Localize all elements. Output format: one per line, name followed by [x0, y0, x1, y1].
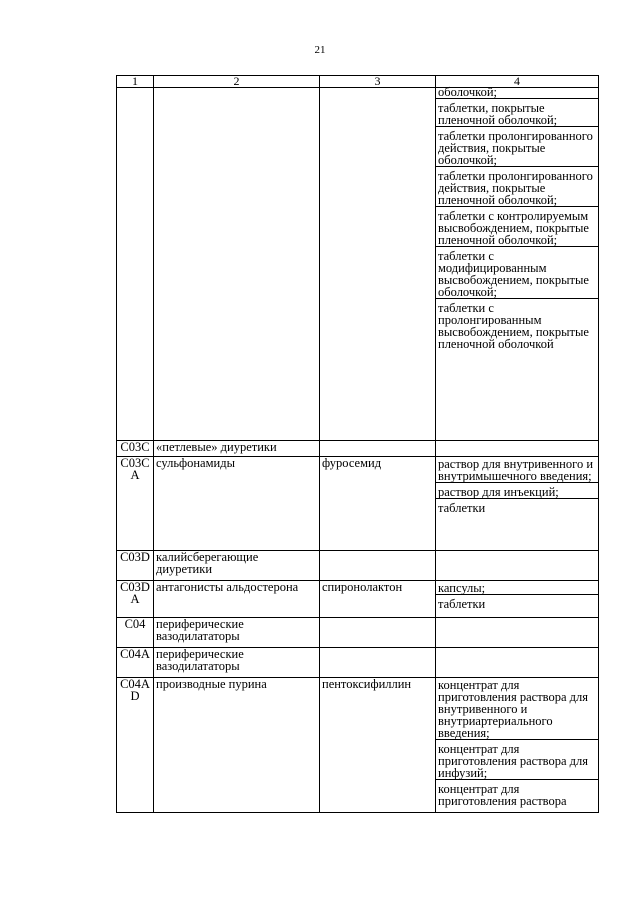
atc-code-cell: C03D A	[117, 581, 154, 618]
group-cell: калийсберегающие диуретики	[154, 551, 320, 581]
atc-code-cell: C03C A	[117, 457, 154, 551]
table-row	[117, 457, 599, 551]
dosage-form: концентрат для приготовления раствора для инфузий;	[436, 739, 598, 779]
dosage-form: таблетки пролонгированного действия, покрытые пленочной оболочкой;	[436, 166, 598, 206]
atc-code-cell: C03D	[117, 551, 154, 581]
drug-cell	[320, 648, 436, 678]
header-cell-2: 2	[154, 76, 320, 88]
group-cell: производные пурина	[154, 678, 320, 813]
drug-cell	[320, 551, 436, 581]
dosage-form: таблетки с пролонгированным высвобождением, покрытые пленочной оболочкой	[436, 298, 598, 350]
forms-cell	[436, 85, 599, 441]
atc-code-cell: C04A	[117, 648, 154, 678]
table-row	[117, 551, 599, 581]
atc-code-cell: C04	[117, 618, 154, 648]
forms-cell	[436, 457, 599, 551]
forms-cell	[436, 581, 599, 618]
drug-cell	[320, 88, 436, 441]
dosage-form: таблетки	[436, 498, 598, 514]
dosage-form: таблетки с модифицированным высвобождением, покрытые оболочкой;	[436, 246, 598, 298]
page-number: 21	[314, 44, 326, 56]
dosage-form: таблетки пролонгированного действия, покрытые оболочкой;	[436, 126, 598, 166]
group-cell: сульфонамиды	[154, 457, 320, 551]
dosage-form: капсулы;	[438, 581, 486, 595]
atc-code-cell: C03C	[117, 441, 154, 457]
group-cell: «петлевые» диуретики	[154, 441, 320, 457]
group-cell: антагонисты альдостерона	[154, 581, 320, 618]
dosage-form: концентрат для приготовления раствора	[436, 779, 598, 807]
table-row	[117, 88, 599, 441]
forms-cell	[436, 551, 599, 581]
drug-cell	[320, 618, 436, 648]
dosage-form: таблетки с контролируемым высвобождением, покрытые пленочной оболочкой;	[436, 206, 598, 246]
dosage-form: оболочкой;	[438, 85, 497, 99]
drug-cell	[320, 441, 436, 457]
table-row	[117, 618, 599, 648]
atc-code-cell: C04A D	[117, 678, 154, 813]
drug-cell: пентоксифиллин	[320, 678, 436, 813]
dosage-form: концентрат для приготовления раствора для внутривенного и внутриартериального введения;	[438, 678, 588, 740]
header-cell-4: 4	[436, 76, 599, 88]
dosage-form: таблетки	[436, 594, 598, 610]
forms-cell	[436, 618, 599, 648]
header-cell-1: 1	[117, 76, 154, 88]
forms-cell	[436, 648, 599, 678]
drug-cell: спиронолактон	[320, 581, 436, 618]
group-cell: периферические вазодилататоры	[154, 618, 320, 648]
table-row	[117, 648, 599, 678]
table-row	[117, 441, 599, 457]
forms-cell	[436, 678, 599, 813]
header-cell-3: 3	[320, 76, 436, 88]
atc-code-cell	[117, 88, 154, 441]
group-cell: периферические вазодилататоры	[154, 648, 320, 678]
table-row	[117, 678, 599, 813]
drug-table	[116, 75, 599, 813]
dosage-form: таблетки, покрытые пленочной оболочкой;	[436, 98, 598, 126]
drug-cell: фуросемид	[320, 457, 436, 551]
forms-cell	[436, 441, 599, 457]
table-row	[117, 581, 599, 618]
group-cell	[154, 88, 320, 441]
dosage-form: раствор для инъекций;	[436, 482, 598, 498]
dosage-form: раствор для внутривенного и внутримышечного введения;	[438, 457, 594, 483]
